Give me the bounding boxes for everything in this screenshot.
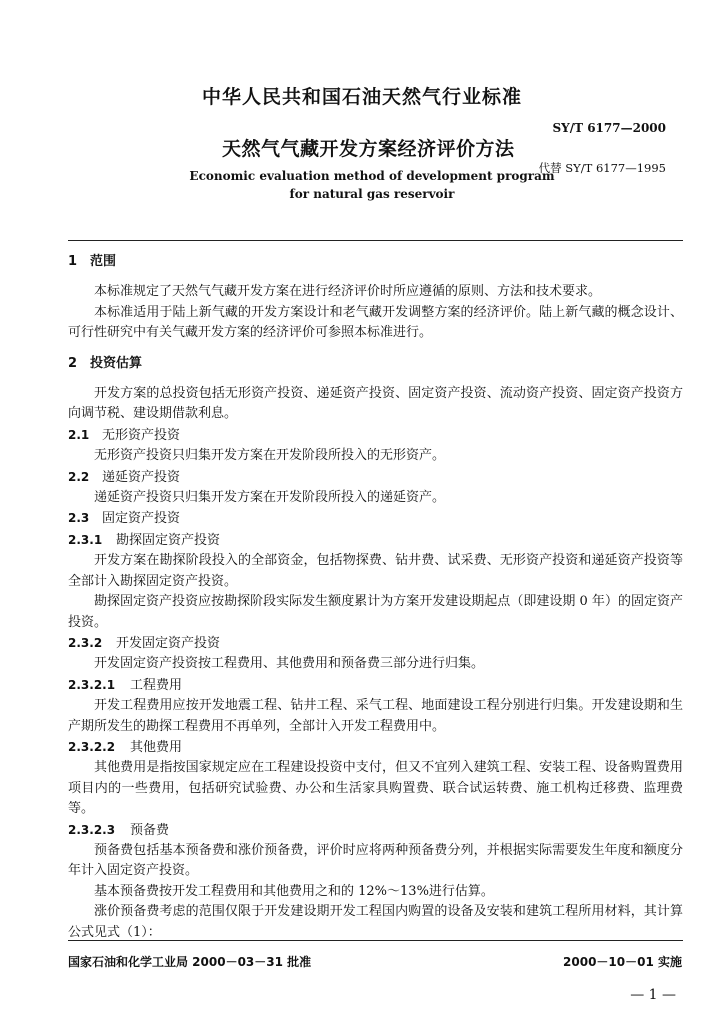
subsection-heading: 2.3.1 勘探固定资产投资	[68, 532, 221, 548]
paragraph: 涨价预备费考虑的范围仅限于开发建设期开发工程国内购置的设备及安装和建筑工程所用材料，其计算公式见式（1）：	[68, 904, 683, 940]
paragraph: 开发固定资产投资按工程费用、其他费用和预备费三部分进行归集。	[94, 656, 485, 672]
document-title-cn: 天然气气藏开发方案经济评价方法	[222, 138, 515, 160]
section-heading: 1 范围	[68, 254, 117, 269]
paragraph: 无形资产投资只归集开发方案在开发阶段所投入的无形资产。	[94, 448, 446, 464]
paragraph: 勘探固定资产投资应按勘探阶段实际发生额度累计为方案开发建设期起点（即建设期 0 年）的固定资产投资。	[68, 594, 683, 630]
section-heading: 2 投资估算	[68, 355, 143, 371]
subsection-heading: 2.3 固定资产投资	[68, 511, 181, 527]
subsection-heading: 2.1 无形资产投资	[68, 427, 181, 443]
paragraph: 其他费用是指按国家规定应在工程建设投资中支付，但又不宜列入建筑工程、安装工程、设备购置费用项目内的一些费用，包括研究试验费、办公和生活家具购置费、联合试运转费、施工机构迁移费、监理费等。	[68, 760, 683, 817]
paragraph: 开发工程费用应按开发地震工程、钻井工程、采气工程、地面建设工程分别进行归集。开发建设期和生产期所发生的勘探工程费用不再单列，全部计入开发工程费用中。	[68, 698, 683, 734]
issuing-authority-heading: 中华人民共和国石油天然气行业标准	[201, 86, 522, 108]
paragraph: 开发方案的总投资包括无形资产投资、递延资产投资、固定资产投资、流动资产投资、固定资产投资方向调节税、建设期借款利息。	[68, 386, 683, 422]
footer-divider	[68, 940, 683, 941]
subsection-heading: 2.3.2 开发固定资产投资	[68, 635, 221, 651]
document-title-en-line2: for natural gas reservoir	[289, 187, 455, 201]
subsection-heading: 2.3.2.1 工程费用	[68, 677, 183, 693]
paragraph: 递延资产投资只归集开发方案在开发阶段所投入的递延资产。	[94, 490, 446, 506]
paragraph: 本标准规定了天然气气藏开发方案在进行经济评价时所应遵循的原则、方法和技术要求。	[94, 284, 602, 300]
subsection-heading: 2.3.2.3 预备费	[68, 822, 170, 838]
paragraph: 本标准适用于陆上新气藏的开发方案设计和老气藏开发调整方案的经济评价。陆上新气藏的概念设计、可行性研究中有关气藏开发方案的经济评价可参照本标准进行。	[68, 304, 683, 341]
implementation-date: 2000－10－01 实施	[563, 955, 682, 969]
paragraph: 预备费包括基本预备费和涨价预备费，评价时应将两种预备费分列，并根据实际需要发生年度和额度分年计入固定资产投资。	[68, 842, 683, 879]
replaces-standard: 代替 SY/T 6177—1995	[538, 161, 666, 175]
approval-note: 国家石油和化学工业局 2000－03－31 批准	[68, 955, 312, 969]
document-body	[68, 252, 683, 943]
paragraph: 基本预备费按开发工程费用和其他费用之和的 12%～13%进行估算。	[94, 883, 494, 899]
document-title-en-line1: Economic evaluation method of development program	[189, 169, 555, 183]
subsection-heading: 2.3.2.2 其他费用	[68, 739, 183, 755]
header-divider	[68, 240, 683, 241]
subsection-heading: 2.2 递延资产投资	[68, 469, 181, 485]
paragraph: 开发方案在勘探阶段投入的全部资金，包括物探费、钻井费、试采费、无形资产投资和递延资产投资等全部计入勘探固定资产投资。	[68, 553, 683, 589]
page-number: — 1 —	[630, 987, 676, 1003]
standard-code: SY/T 6177—2000	[552, 121, 666, 135]
